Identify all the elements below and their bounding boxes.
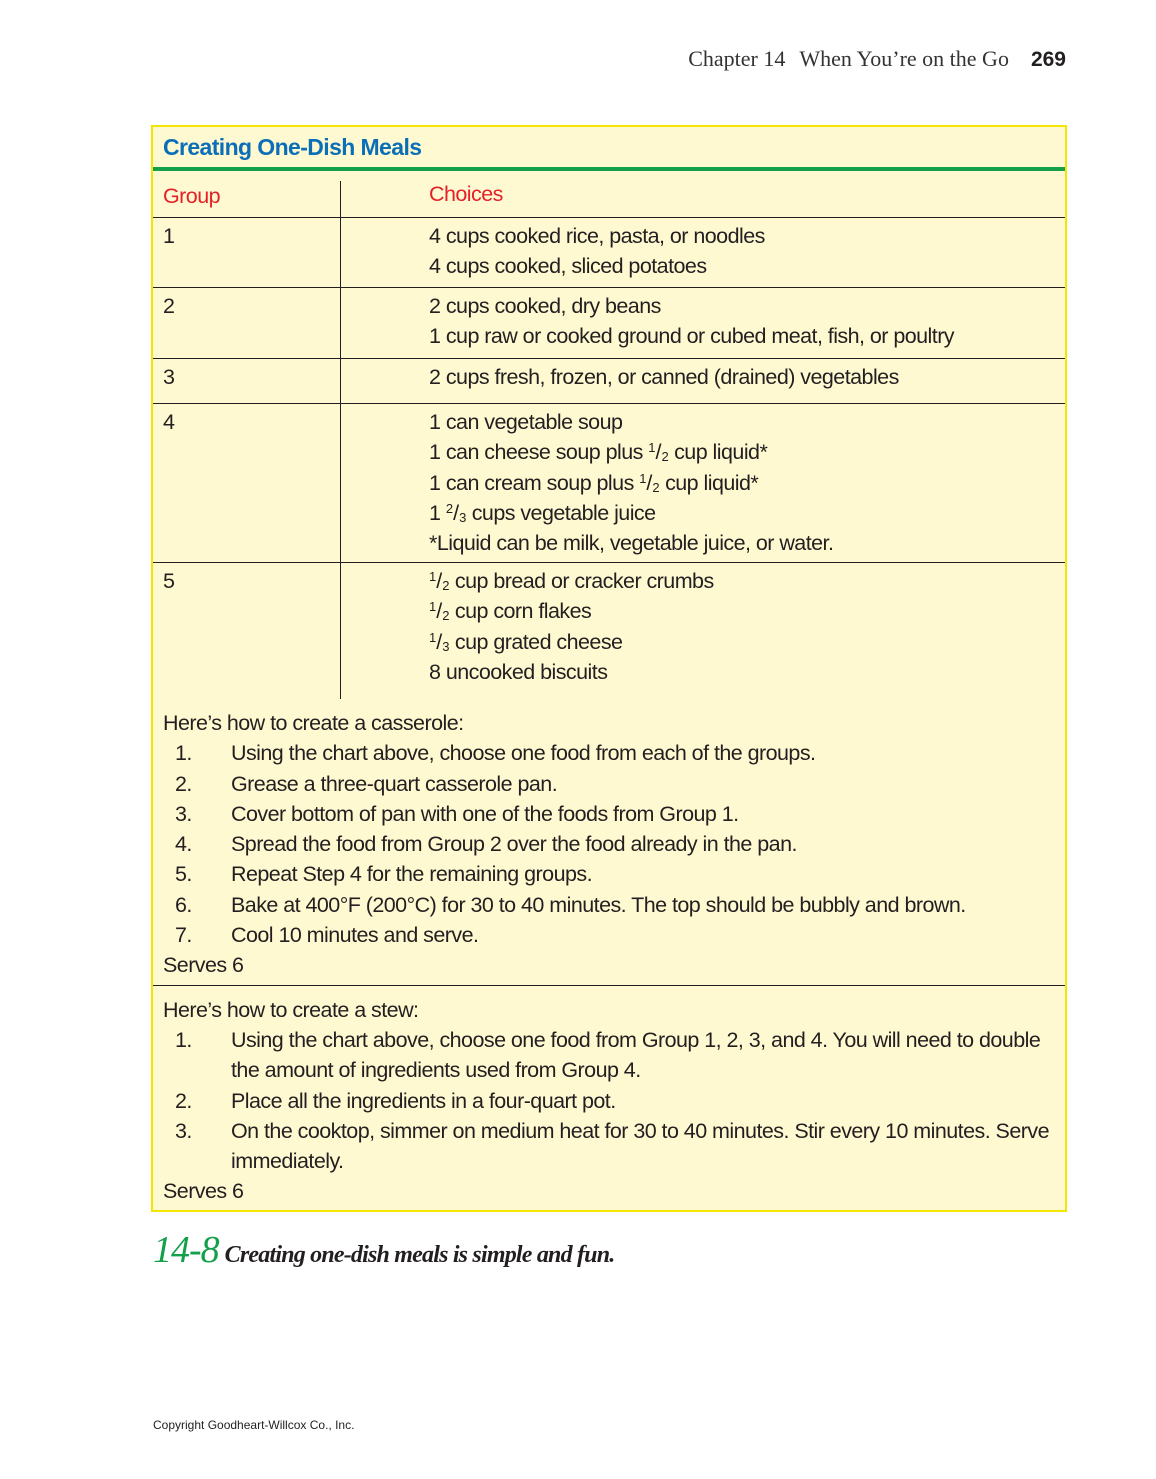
choices-cell — [341, 288, 954, 358]
table-row — [153, 359, 1065, 404]
choices-cell — [341, 563, 714, 699]
list-step — [163, 829, 1055, 859]
casserole-section — [153, 699, 1065, 986]
choice-item: 1 can vegetable soup — [429, 410, 623, 434]
choice-item — [429, 437, 833, 467]
fraction-numerator: 1 — [648, 440, 656, 456]
table-row — [153, 563, 1065, 699]
stew-steps — [163, 1025, 1055, 1176]
choice-item: 2 cups cooked, dry beans — [429, 294, 661, 318]
stew-heading: Here’s how to create a stew: — [163, 997, 419, 1022]
step-number: 4. — [175, 832, 192, 857]
caption-text: Creating one-dish meals is simple and fun. — [224, 1242, 615, 1268]
casserole-serves: Serves 6 — [163, 953, 244, 978]
choice-item: 2 cups fresh, frozen, or canned (drained) vegetables — [429, 365, 899, 389]
table-row — [153, 218, 1065, 288]
choice-item: 1 cup raw or cooked ground or cubed meat, fish, or poultry — [429, 324, 955, 349]
page-number: 269 — [1030, 48, 1066, 71]
list-step — [163, 920, 1055, 950]
choice-prefix: 1 can cream soup plus — [429, 470, 640, 495]
choice-suffix: cup bread or cracker crumbs — [449, 569, 714, 593]
list-step — [163, 890, 1055, 920]
fraction-numerator: 1 — [639, 470, 647, 486]
fraction-denominator: 3 — [459, 509, 467, 525]
choice-suffix: cup liquid* — [668, 440, 768, 465]
step-text: Cool 10 minutes and serve. — [231, 923, 479, 948]
choice-item — [429, 566, 714, 596]
step-text: Bake at 400°F (200°C) for 30 to 40 minutes. The top should be bubbly and brown. — [231, 892, 966, 917]
fraction-numerator: 1 — [429, 629, 437, 645]
fraction-denominator: 2 — [661, 449, 669, 465]
step-text: Place all the ingredients in a four-quart pot. — [231, 1088, 616, 1113]
choices-table — [153, 173, 1065, 699]
figure-box — [151, 125, 1067, 1212]
step-text: Repeat Step 4 for the remaining groups. — [231, 862, 593, 887]
step-number: 3. — [175, 1118, 192, 1143]
step-number: 3. — [175, 801, 192, 826]
fraction-numerator: 1 — [429, 599, 437, 615]
chapter-label: Chapter 14 — [688, 46, 786, 71]
fraction-denominator: 2 — [442, 608, 450, 624]
fraction-numerator: 1 — [429, 569, 437, 584]
step-number: 2. — [175, 1088, 192, 1113]
choice-suffix: cup grated cheese — [449, 629, 623, 654]
step-text: Using the chart above, choose one food from Group 1, 2, 3, and 4. You will need to double the amount of ingredients used from Group 4. — [231, 1027, 1041, 1083]
choice-item: 4 cups cooked, sliced potatoes — [429, 254, 707, 279]
step-number: 1. — [175, 1027, 192, 1052]
step-number: 7. — [175, 923, 192, 948]
choice-prefix: 1 can cheese soup plus — [429, 440, 649, 465]
choice-item — [429, 468, 833, 498]
choice-item — [429, 627, 714, 657]
choices-cell — [341, 218, 765, 287]
fraction: $^1/_2$ — [429, 569, 450, 593]
group-number: 3 — [153, 359, 341, 403]
stew-serves: Serves 6 — [163, 1179, 244, 1204]
choice-item: 4 cups cooked rice, pasta, or noodles — [429, 224, 765, 248]
fraction-denominator: 3 — [442, 638, 450, 654]
stew-section — [153, 986, 1065, 1211]
fraction: $^1/_2$ — [429, 599, 450, 624]
group-number: 5 — [153, 563, 341, 699]
fraction: $^2/_3$ — [445, 500, 467, 525]
step-text: Using the chart above, choose one food from each of the groups. — [231, 741, 816, 766]
fraction-denominator: 2 — [442, 578, 450, 593]
choices-cell — [341, 359, 899, 403]
choice-item: *Liquid can be milk, vegetable juice, or water. — [429, 531, 834, 556]
step-text: On the cooktop, simmer on medium heat for 30 to 40 minutes. Stir every 10 minutes. Serve immediately. — [231, 1118, 1049, 1174]
fraction: $^1/_3$ — [429, 629, 450, 654]
choice-suffix: cup corn flakes — [449, 599, 592, 624]
list-step — [163, 1116, 1055, 1177]
figure-caption — [153, 1228, 614, 1272]
copyright: Copyright Goodheart-Willcox Co., Inc. — [153, 1418, 355, 1432]
list-step — [163, 738, 1055, 768]
group-number: 4 — [153, 404, 341, 562]
table-row — [153, 288, 1065, 359]
list-step — [163, 1025, 1055, 1086]
list-step — [163, 859, 1055, 889]
choice-suffix: cups vegetable juice — [466, 500, 656, 525]
step-text: Grease a three-quart casserole pan. — [231, 771, 558, 796]
group-number: 2 — [153, 288, 341, 358]
figure-number: 14-8 — [153, 1229, 219, 1271]
column-header-choices: Choices — [429, 182, 503, 206]
fraction-denominator: 2 — [652, 479, 660, 495]
fraction: $^1/_2$ — [648, 440, 669, 465]
table-row — [153, 404, 1065, 563]
list-step — [163, 1086, 1055, 1116]
choice-item: 8 uncooked biscuits — [429, 659, 608, 684]
casserole-steps — [163, 738, 1055, 950]
step-text: Cover bottom of pan with one of the foods from Group 1. — [231, 801, 739, 826]
running-header — [688, 46, 1066, 72]
choice-suffix: cup liquid* — [659, 470, 759, 495]
figure-title: Creating One-Dish Meals — [153, 127, 1065, 171]
choice-prefix: 1 — [429, 500, 446, 525]
table-header-row — [153, 173, 1065, 218]
choices-cell — [341, 404, 833, 562]
step-number: 6. — [175, 892, 192, 917]
step-text: Spread the food from Group 2 over the food already in the pan. — [231, 832, 797, 857]
step-number: 2. — [175, 771, 192, 796]
chapter-title: When You’re on the Go — [799, 46, 1009, 71]
fraction-numerator: 2 — [445, 500, 454, 516]
casserole-heading: Here’s how to create a casserole: — [163, 711, 464, 735]
column-header-group: Group — [153, 181, 341, 217]
choice-item — [429, 498, 833, 528]
list-step — [163, 799, 1055, 829]
group-number: 1 — [153, 218, 341, 287]
choice-item — [429, 596, 714, 626]
list-step — [163, 769, 1055, 799]
fraction: $^1/_2$ — [639, 470, 660, 495]
step-number: 1. — [175, 741, 192, 766]
step-number: 5. — [175, 862, 192, 887]
